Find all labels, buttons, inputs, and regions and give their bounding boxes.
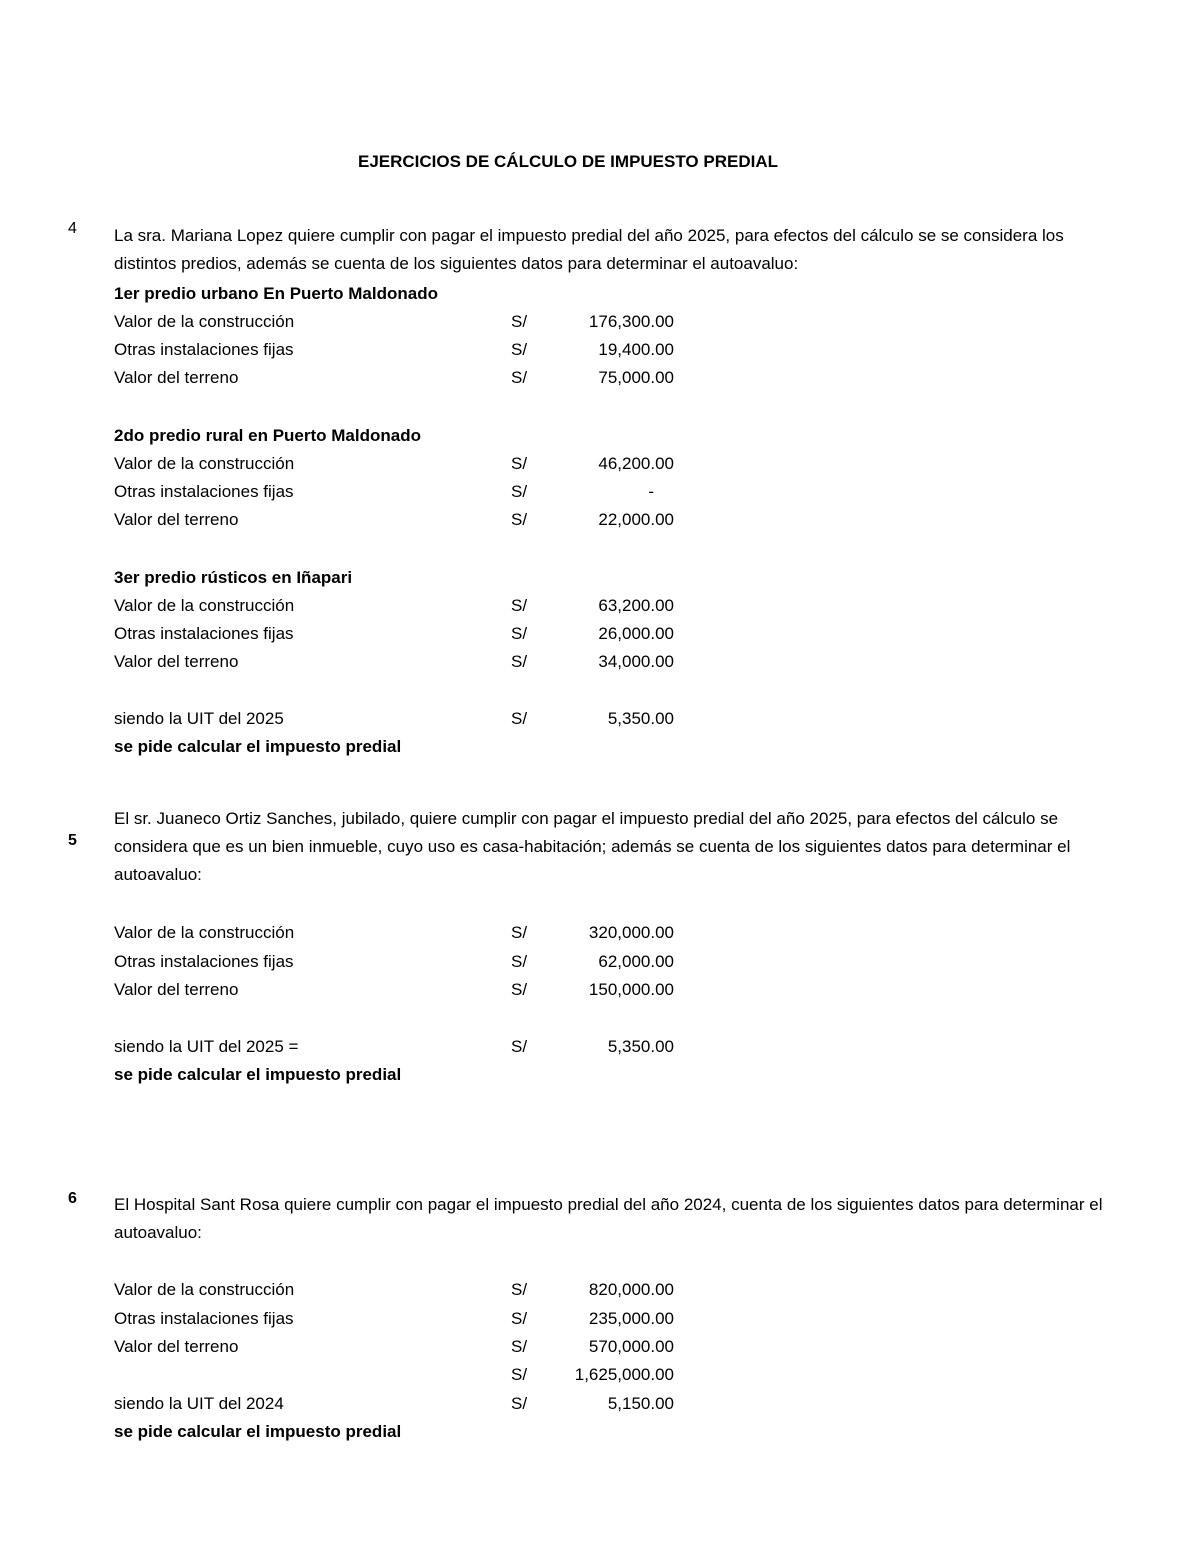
currency-symbol: S/: [511, 980, 528, 999]
table-row: [114, 919, 714, 947]
row-value: 75,000.00: [598, 368, 674, 387]
row-value: 46,200.00: [598, 454, 674, 473]
row-label: Valor de la construcción: [114, 312, 295, 331]
currency-symbol: S/: [511, 368, 528, 387]
row-value: 5,150.00: [607, 1394, 674, 1413]
row-value: 19,400.00: [598, 340, 674, 359]
row-label: Valor del terreno: [114, 980, 239, 999]
row-label: Valor de la construcción: [114, 923, 295, 942]
currency-symbol: S/: [511, 454, 528, 473]
row-value: 34,000.00: [598, 652, 674, 671]
row-value: 150,000.00: [588, 980, 674, 999]
row-value: 176,300.00: [588, 312, 674, 331]
row-label: Valor del terreno: [114, 368, 239, 387]
table-row: [114, 364, 714, 392]
row-label: siendo la UIT del 2025 =: [114, 1037, 299, 1056]
currency-symbol: S/: [511, 1365, 528, 1384]
predio-2-heading: 2do predio rural en Puerto Maldonado: [114, 426, 421, 445]
exercise-5-paragraph: El sr. Juaneco Ortiz Sanches, jubilado, quiere cumplir con pagar el impuesto predial del año 2025, para efectos del cálculo se considera que es un bien inmueble, cuyo uso es casa-habitación; además se cuenta de los siguientes datos para determinar el autoavaluo:: [114, 809, 1071, 884]
row-label: Otras instalaciones fijas: [114, 482, 294, 501]
predio-1-heading: 1er predio urbano En Puerto Maldonado: [114, 284, 438, 303]
table-row: [114, 1276, 714, 1304]
exercise-5-request: se pide calcular el impuesto predial: [114, 1065, 402, 1084]
currency-symbol: S/: [511, 652, 528, 671]
row-label: Valor del terreno: [114, 1337, 239, 1356]
row-label: Valor de la construcción: [114, 596, 295, 615]
currency-symbol: S/: [511, 1309, 528, 1328]
exercise-number-4: 4: [68, 220, 77, 237]
row-value: 5,350.00: [607, 1037, 674, 1056]
uit-row: [114, 1033, 714, 1061]
exercise-number-5: 5: [68, 832, 77, 849]
table-row: [114, 1305, 714, 1333]
currency-symbol: S/: [511, 952, 528, 971]
row-value: 5,350.00: [607, 709, 674, 728]
currency-symbol: S/: [511, 624, 528, 643]
page-title: EJERCICIOS DE CÁLCULO DE IMPUESTO PREDIAL: [357, 152, 778, 171]
table-row: [114, 620, 714, 648]
exercise-4-paragraph: La sra. Mariana Lopez quiere cumplir con pagar el impuesto predial del año 2025, para efectos del cálculo se se considera los distintos predios, además se cuenta de los siguientes datos para determinar el autoavaluo:: [114, 226, 1064, 273]
row-value: 62,000.00: [598, 952, 674, 971]
table-row: [114, 478, 714, 506]
currency-symbol: S/: [511, 1394, 528, 1413]
predio-3-heading: 3er predio rústicos en Iñapari: [114, 568, 353, 587]
row-label: siendo la UIT del 2025: [114, 709, 284, 728]
row-label: Valor de la construcción: [114, 454, 295, 473]
row-value: 63,200.00: [598, 596, 674, 615]
currency-symbol: S/: [511, 596, 528, 615]
currency-symbol: S/: [511, 709, 528, 728]
row-value: 320,000.00: [588, 923, 674, 942]
row-label: siendo la UIT del 2024: [114, 1394, 284, 1413]
exercise-4-request: se pide calcular el impuesto predial: [114, 737, 402, 756]
row-label: Valor del terreno: [114, 652, 239, 671]
uit-row: [114, 1390, 714, 1418]
table-row: [114, 450, 714, 478]
currency-symbol: S/: [511, 923, 528, 942]
exercise-number-6: 6: [68, 1190, 77, 1207]
table-row: [114, 1333, 714, 1361]
currency-symbol: S/: [511, 340, 528, 359]
row-label: Otras instalaciones fijas: [114, 340, 294, 359]
row-label: Valor del terreno: [114, 510, 239, 529]
table-row: [114, 948, 714, 976]
table-row: [114, 506, 714, 534]
row-value: 1,625,000.00: [574, 1365, 674, 1384]
row-value: 820,000.00: [588, 1280, 674, 1299]
total-row: [114, 1361, 714, 1389]
table-row: [114, 336, 714, 364]
row-value: -: [648, 482, 654, 501]
currency-symbol: S/: [511, 510, 528, 529]
row-label: Otras instalaciones fijas: [114, 1309, 294, 1328]
row-label: Valor de la construcción: [114, 1280, 295, 1299]
table-row: [114, 592, 714, 620]
currency-symbol: S/: [511, 1337, 528, 1356]
currency-symbol: S/: [511, 1280, 528, 1299]
row-value: 235,000.00: [588, 1309, 674, 1328]
table-row: [114, 976, 714, 1004]
row-label: Otras instalaciones fijas: [114, 952, 294, 971]
currency-symbol: S/: [511, 1037, 528, 1056]
currency-symbol: S/: [511, 482, 528, 501]
currency-symbol: S/: [511, 312, 528, 331]
table-row: [114, 308, 714, 336]
row-value: 570,000.00: [588, 1337, 674, 1356]
exercise-6-request: se pide calcular el impuesto predial: [114, 1422, 402, 1441]
table-row: [114, 648, 714, 676]
row-label: Otras instalaciones fijas: [114, 624, 294, 643]
row-value: 22,000.00: [598, 510, 674, 529]
row-value: 26,000.00: [598, 624, 674, 643]
exercise-6-paragraph: El Hospital Sant Rosa quiere cumplir con pagar el impuesto predial del año 2024, cuenta de los siguientes datos para determinar el autoavaluo:: [114, 1195, 1103, 1242]
uit-row: [114, 705, 714, 733]
